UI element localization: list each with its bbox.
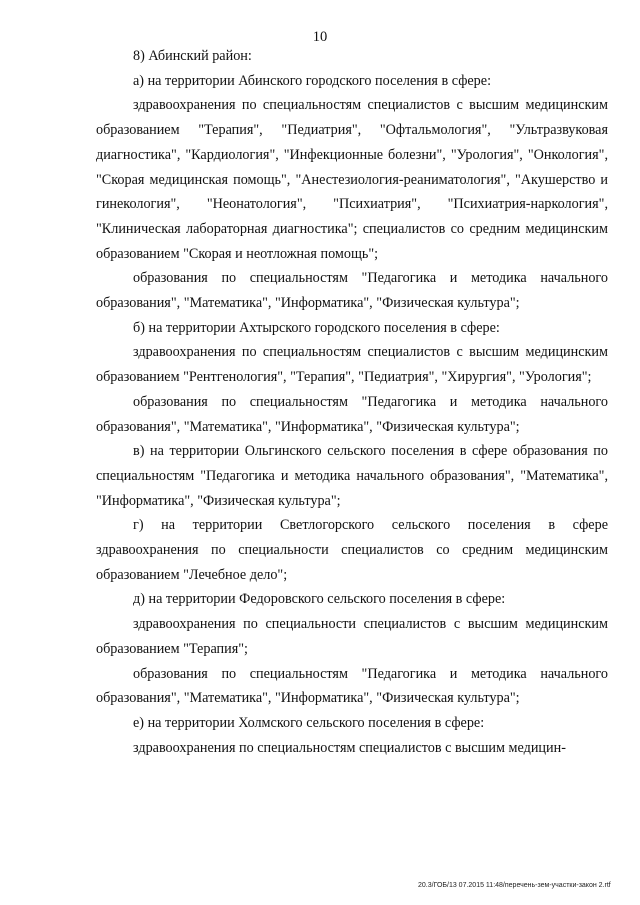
paragraph-healthcare-b: здравоохранения по специальностям специалистов с высшим медицинским образованием "Рентгенология", "Терапия", "Педиатрия", "Хирургия", "Урология"; (96, 344, 608, 386)
paragraph-district-heading: 8) Абинский район: (133, 48, 252, 64)
paragraph-item-d: д) на территории Федоровского сельского поселения в сфере: (133, 591, 506, 608)
paragraph-healthcare-e: здравоохранения по специальностям специалистов с высшим медицин- (133, 739, 566, 756)
paragraph-item-b: б) на территории Ахтырского городского поселения в сфере: (133, 319, 500, 336)
paragraph-education-a: образования по специальностям "Педагогика и методика начального образования", "Математика", "Информатика", "Физическая культура"; (96, 270, 608, 312)
paragraph-item-g: г) на территории Светлогорского сельского поселения в сфере здравоохранения по специальности специалистов со средним медицинским образованием "Лечебное дело"; (96, 517, 608, 583)
paragraph-education-d: образования по специальностям "Педагогика и методика начального образования", "Математика", "Информатика", "Физическая культура"; (96, 665, 608, 707)
paragraph-healthcare-a: здравоохранения по специальностям специалистов с высшим медицинским образованием "Терапия", "Педиатрия", "Офтальмология", "Ультразвуковая диагностика", "Кардиология", "Инфекционные болезни", "Урология", "Онкология", "Скорая медицинская помощь", "Анестезиология-реаниматология", "Акушерство и гинекология", "Неонатология", "Психиатрия", "Психиатрия-наркология", "Клиническая лабораторная диагностика"; специалистов со средним медицинским образованием "Скорая и неотложная помощь"; (96, 97, 608, 262)
file-path-footer: 20.3/ГОБ/13 07.2015 11:48/перечень-зем-участки-закон 2.rtf (418, 882, 611, 889)
paragraph-item-e: е) на территории Холмского сельского поселения в сфере: (133, 714, 485, 731)
page-number: 10 (312, 29, 328, 45)
document-body (96, 44, 608, 760)
paragraph-item-v: в) на территории Ольгинского сельского поселения в сфере образования по специальностям "Педагогика и методика начального образования", "Математика", "Информатика", "Физическая культура"; (96, 443, 608, 509)
paragraph-healthcare-d: здравоохранения по специальности специалистов с высшим медицинским образованием "Терапия"; (96, 616, 608, 657)
paragraph-education-b: образования по специальностям "Педагогика и методика начального образования", "Математика", "Информатика", "Физическая культура"; (96, 393, 608, 435)
paragraph-item-a: а) на территории Абинского городского поселения в сфере: (133, 72, 492, 89)
